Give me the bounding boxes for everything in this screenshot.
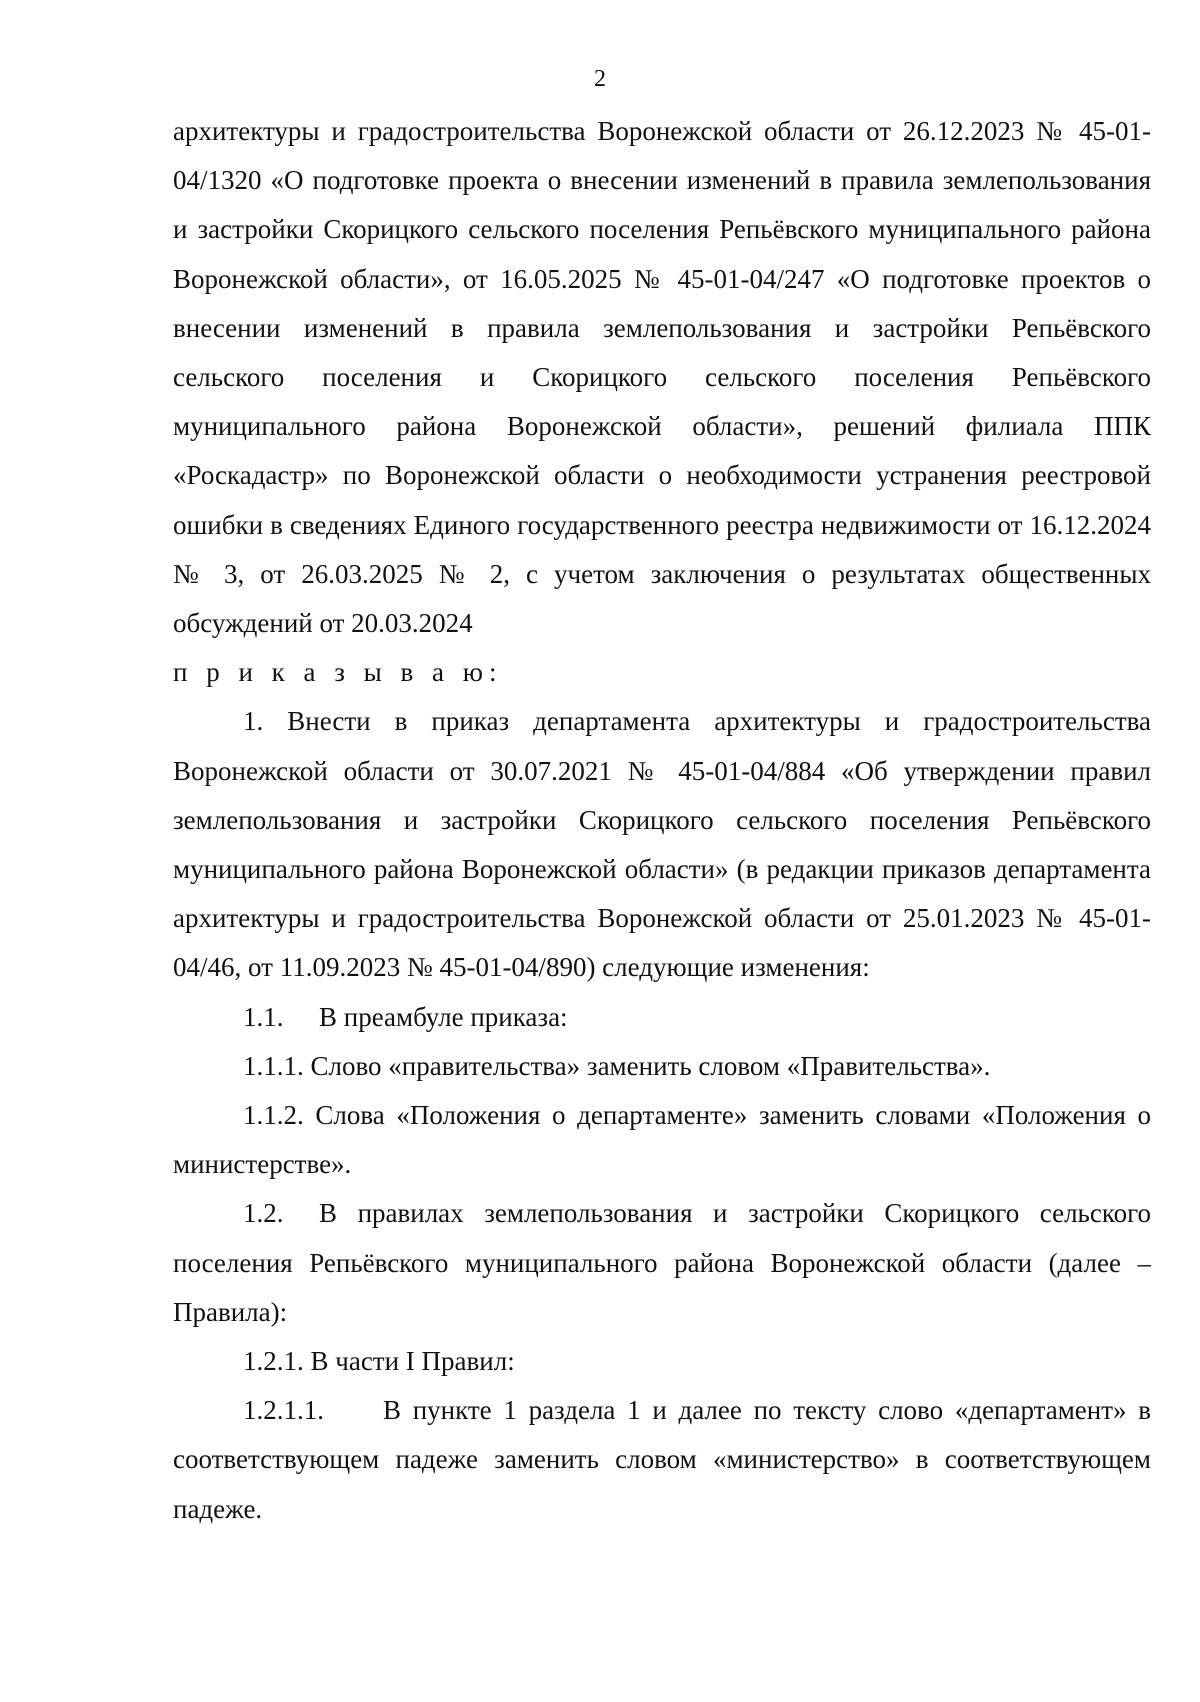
page-number: 2	[594, 66, 606, 92]
document-body	[173, 107, 1151, 1534]
item-1-2-1-1-text: В пункте 1 раздела 1 и далее по тексту слово «департамент» в соответствующем падеже заменить словом «министерство» в соответствующем падеже.	[173, 1395, 1151, 1524]
order-word: п р и к а з ы в а ю:	[173, 657, 503, 688]
item-1-2-text: В правилах землепользования и застройки Скорицкого сельского поселения Репьёвского муниципального района Воронежской области (далее – Правила):	[173, 1198, 1151, 1327]
item-1-paragraph: 1. Внести в приказ департамента архитектуры и градостроительства Воронежской области от 30.07.2021 № 45-01-04/884 «Об утверждении правил землепользования и застройки Скорицкого сельского поселения Репьёвского муниципального района Воронежской области» (в редакции приказов департамента архитектуры и градостроительства Воронежской области от 25.01.2023 № 45-01-04/46, от 11.09.2023 № 45-01-04/890) следующие изменения:	[173, 706, 1151, 983]
item-1-2-paragraph	[173, 1189, 1151, 1337]
item-1-1-2-paragraph: 1.1.2. Слова «Положения о департаменте» заменить словами «Положения о министерстве».	[173, 1100, 1151, 1180]
item-1-1-paragraph	[173, 993, 1151, 1042]
item-1-2-1-1-paragraph	[173, 1386, 1151, 1534]
item-1-2-1-1-number: 1.2.1.1.	[243, 1395, 324, 1426]
item-1-1-1-paragraph: 1.1.1. Слово «правительства» заменить словом «Правительства».	[243, 1050, 991, 1081]
item-1-1-number: 1.1.	[243, 1001, 284, 1032]
item-1-2-1-paragraph: 1.2.1. В части I Правил:	[243, 1346, 515, 1377]
item-1-1-text: В преамбуле приказа:	[319, 1001, 568, 1032]
item-1-2-number: 1.2.	[243, 1198, 284, 1229]
preamble-paragraph: архитектуры и градостроительства Воронежской области от 26.12.2023 № 45-01-04/1320 «О подготовке проекта о внесении изменений в правила землепользования и застройки Скорицкого сельского поселения Репьёвского муниципального района Воронежской области», от 16.05.2025 № 45-01-04/247 «О подготовке проектов о внесении изменений в правила землепользования и застройки Репьёвского сельского поселения и Скорицкого сельского поселения Репьёвского муниципального района Воронежской области», решений филиала ППК «Роскадастр» по Воронежской области о необходимости устранения реестровой ошибки в сведениях Единого государственного реестра недвижимости от 16.12.2024 № 3, от 26.03.2025 № 2, с учетом заключения о результатах общественных обсуждений от 20.03.2024	[173, 116, 1151, 639]
